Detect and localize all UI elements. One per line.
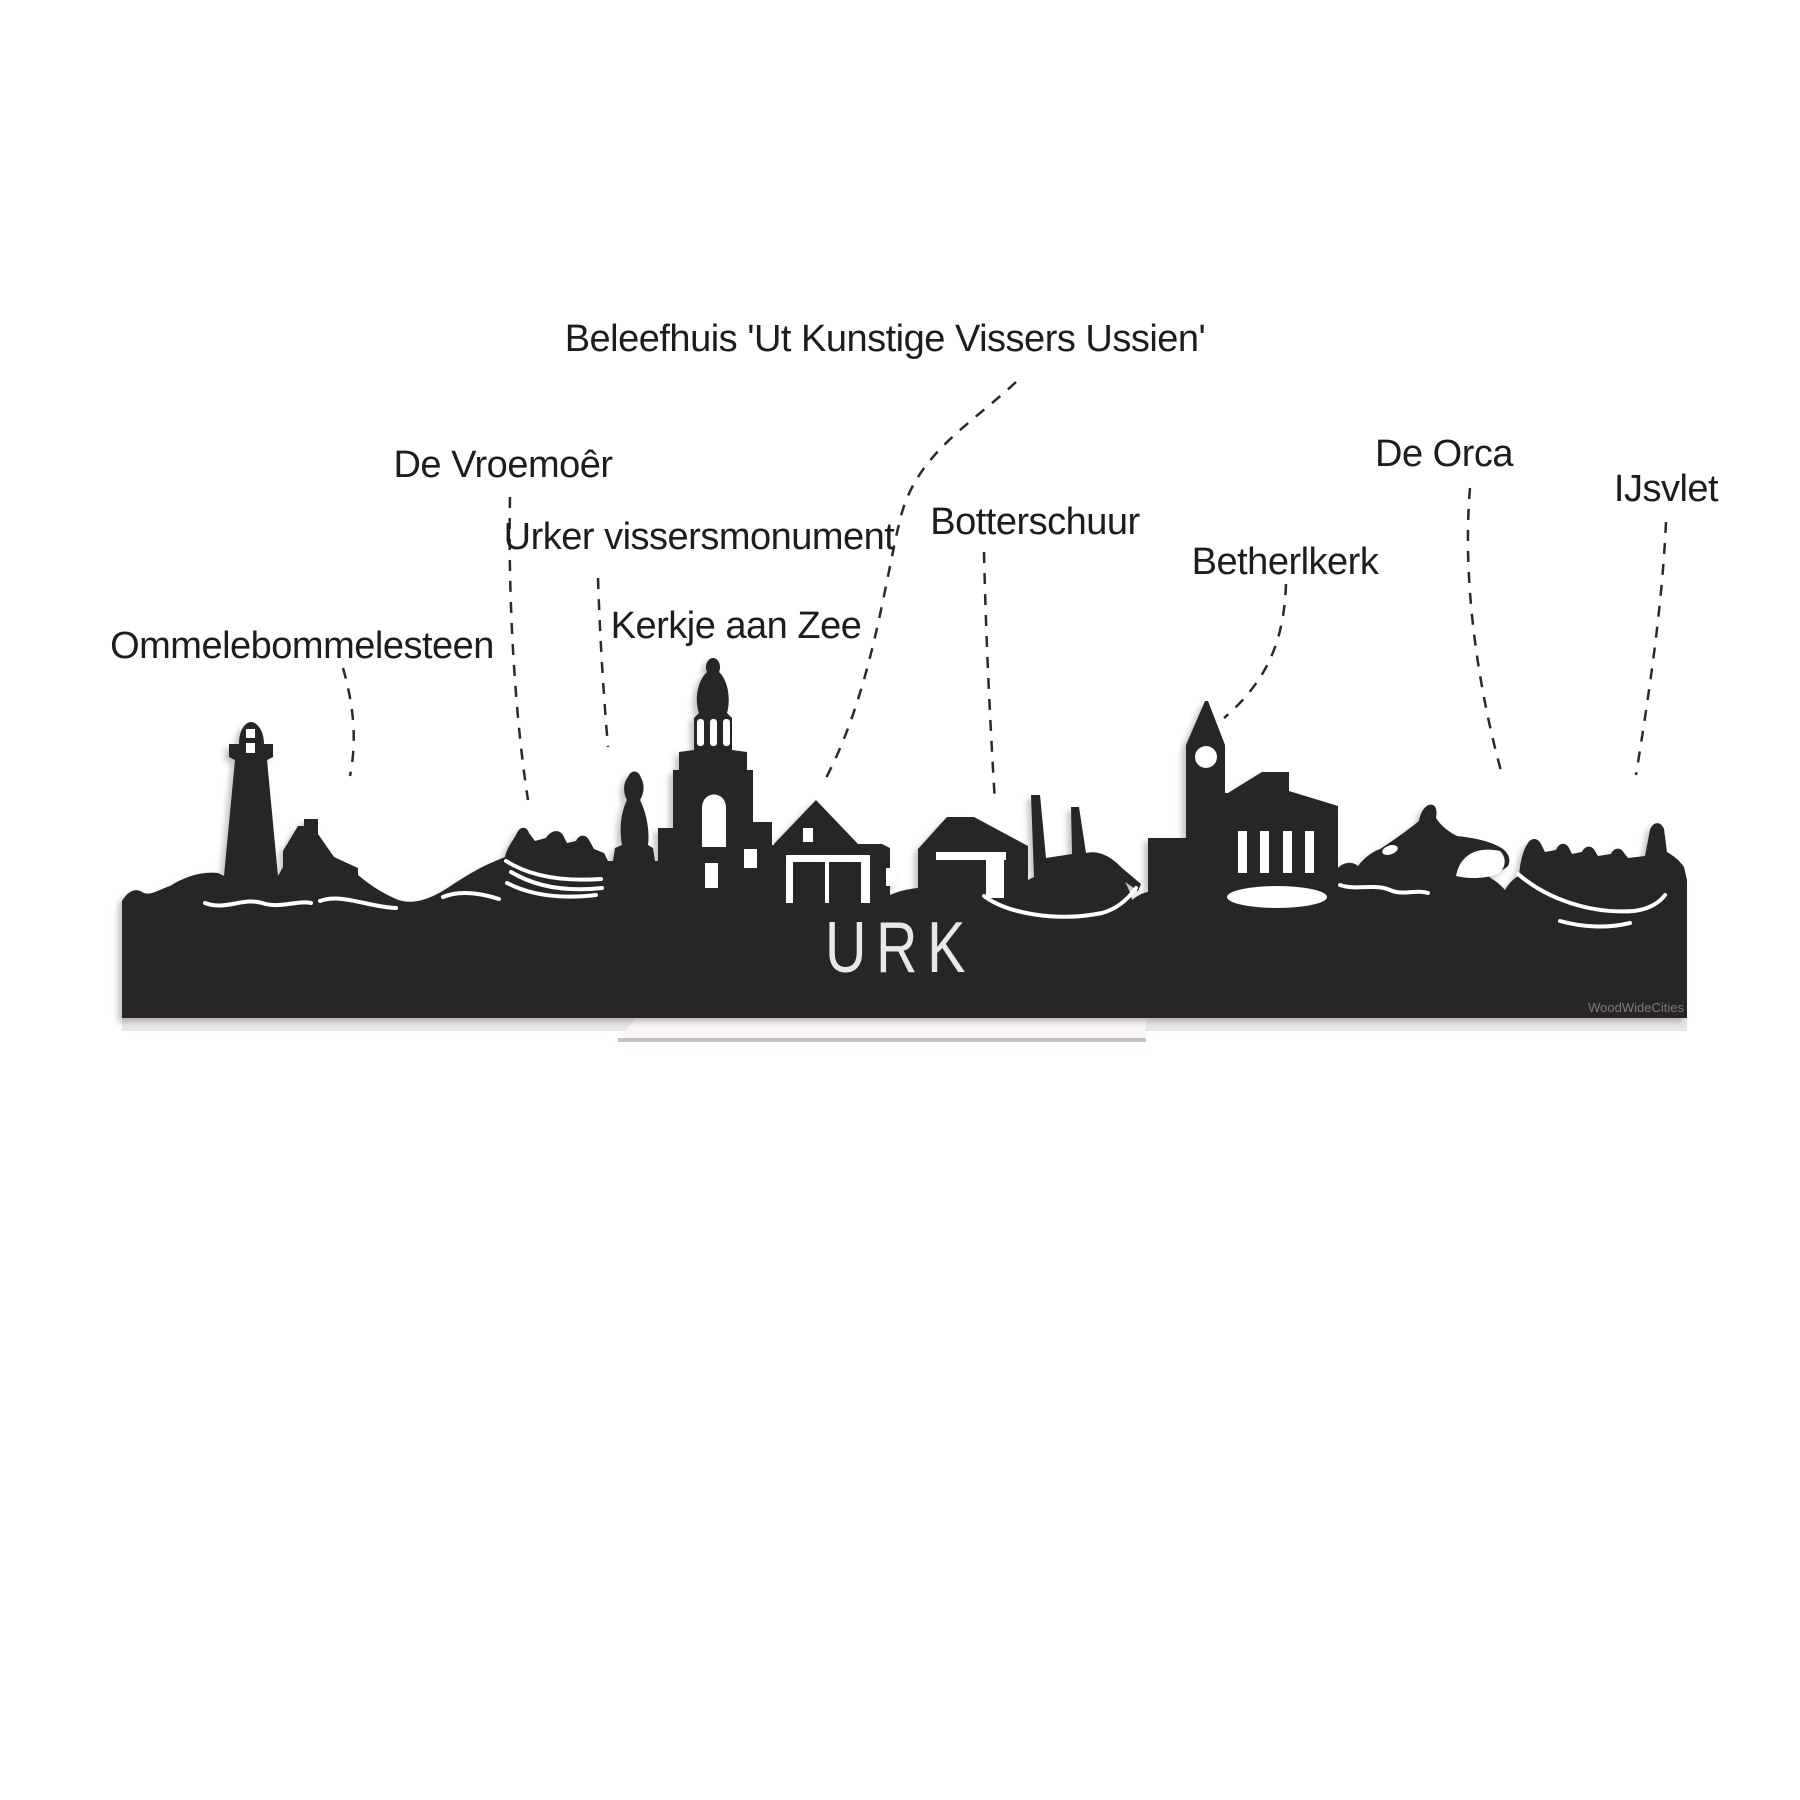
landmark-label-beleefhuis: Beleefhuis 'Ut Kunstige Vissers Ussien' [564, 318, 1206, 360]
leader-line-betherlkerk [1224, 584, 1286, 718]
bethelkerk-window-cutout [1238, 831, 1247, 873]
church-arch-window-cutout [702, 795, 726, 848]
leader-line-de-orca [1468, 488, 1503, 778]
lighthouse-window-cutout [246, 743, 255, 753]
leader-line-ijsvlet [1636, 522, 1666, 775]
bethelkerk-window-cutout [1260, 831, 1269, 873]
lighthouse-window-cutout [246, 729, 255, 738]
leader-line-beleefhuis [826, 382, 1016, 778]
landmark-label-de-vroemoer: De Vroemoêr [393, 444, 613, 486]
landmark-label-kerkje-aan-zee: Kerkje aan Zee [610, 605, 862, 647]
bethelkerk-round-window-cutout [1195, 746, 1217, 768]
bethelkerk-window-cutout [1283, 831, 1292, 873]
barn-beam-cutout [936, 852, 1006, 860]
bell-tower-slot-cutout [710, 719, 717, 746]
annex-window-cutout [744, 849, 757, 868]
church-window-cutout [705, 863, 718, 888]
watermark-text: WoodWideCities [1588, 1000, 1684, 1015]
skyline-silhouette [122, 658, 1687, 1018]
landmark-label-ijsvlet: IJsvlet [1613, 468, 1719, 510]
landmark-label-de-orca: De Orca [1375, 433, 1513, 475]
bethelkerk-window-cutout [1305, 831, 1314, 873]
landmark-label-ommelebommelesteen: Ommelebommelesteen [110, 625, 494, 667]
landmark-label-urker-vissersmonument: Urker vissersmonument [503, 516, 895, 558]
leader-line-ommelebommelesteen [343, 668, 354, 776]
leader-line-urker-vissersmonument [598, 578, 608, 747]
landmark-label-betherlkerk: Betherlkerk [1191, 541, 1379, 583]
leader-line-botterschuur [984, 552, 995, 803]
house-window-cutout [886, 868, 896, 886]
bell-tower-slot-cutout [723, 719, 730, 746]
ground-oval-cutout [1227, 886, 1327, 908]
city-name-text: URK [825, 908, 975, 988]
barn-door-cutout [986, 860, 1004, 898]
landmark-label-botterschuur: Botterschuur [930, 501, 1140, 543]
house-window-cutout [803, 828, 813, 842]
bell-tower-slot-cutout [697, 719, 704, 746]
